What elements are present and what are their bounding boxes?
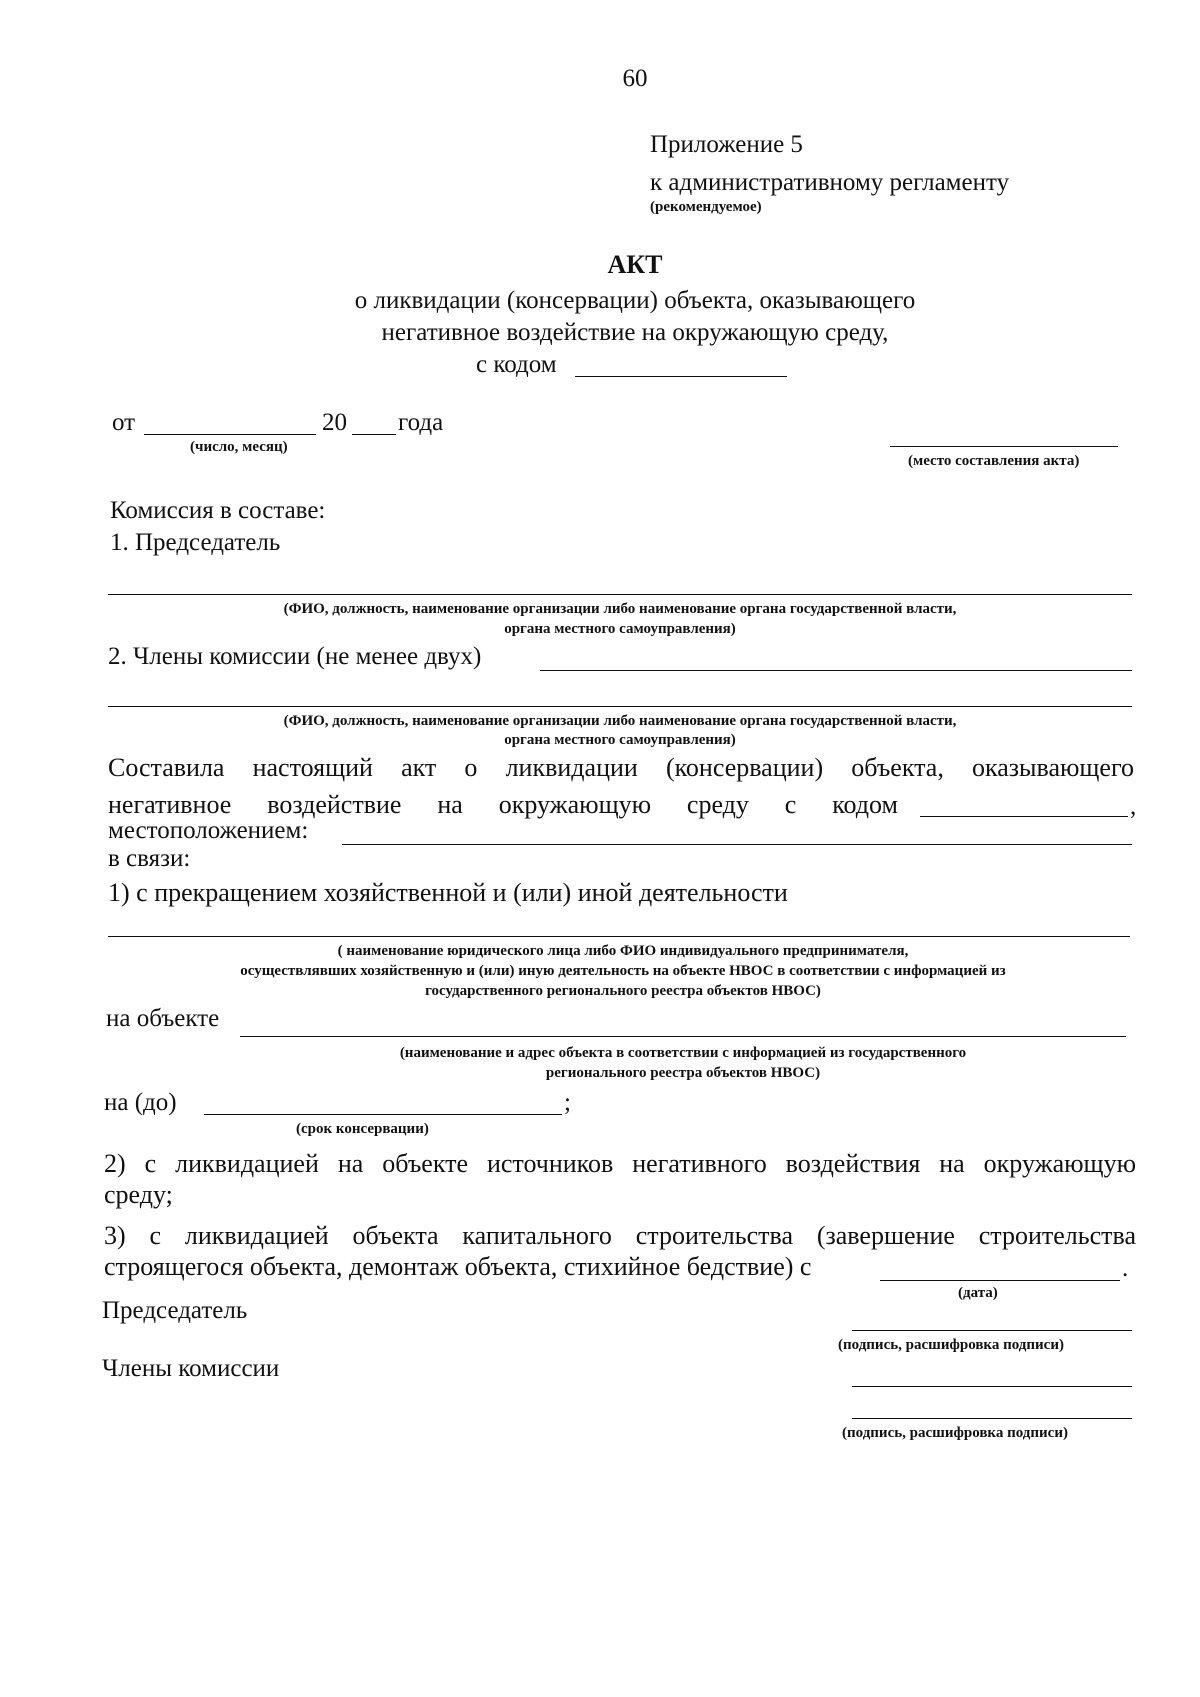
title-code-label: с кодом xyxy=(476,351,557,378)
location-blank-line xyxy=(342,844,1132,845)
signature-chairman-label: Председатель xyxy=(102,1297,248,1324)
signature-member-line-1 xyxy=(852,1386,1132,1387)
item-1-blank-line xyxy=(108,936,1130,937)
item-1-hint-3: государственного регионального реестра объектов НВОС) xyxy=(425,983,821,999)
commission-heading: Комиссия в составе: xyxy=(110,497,326,524)
body-code-blank-line xyxy=(920,816,1128,817)
body-code-comma: , xyxy=(1130,793,1137,820)
signature-chairman-line xyxy=(852,1330,1132,1331)
chairman-hint-1: (ФИО, должность, наименование организации либо наименование органа государственной власти, xyxy=(283,601,957,617)
title-line-2: негативное воздействие на окружающую среду, xyxy=(381,319,889,346)
place-blank-line xyxy=(890,446,1118,447)
year-prefix: 20 xyxy=(322,409,347,436)
appendix-regulation: к административному регламенту xyxy=(650,169,1010,196)
until-semicolon: ; xyxy=(564,1089,571,1116)
signature-hint-1: (подпись, расшифровка подписи) xyxy=(838,1337,1064,1353)
year-suffix: года xyxy=(398,409,444,436)
item-1-hint-2: осуществлявших хозяйственную и (или) иную деятельность на объекте НВОС в соответствии с информацией из xyxy=(240,963,1006,979)
until-hint: (срок консервации) xyxy=(296,1121,429,1137)
year-blank-line xyxy=(352,434,396,435)
members-blank-line-1 xyxy=(540,670,1132,671)
object-blank-line xyxy=(240,1036,1126,1037)
on-object-label: на объекте xyxy=(106,1005,220,1032)
chairman-label: 1. Председатель xyxy=(110,529,281,556)
item-3-dot: . xyxy=(1122,1255,1129,1282)
place-hint: (место составления акта) xyxy=(908,453,1080,469)
signature-member-line-2 xyxy=(852,1418,1132,1419)
object-hint-1: (наименование и адрес объекта в соответствии с информацией из государственного xyxy=(399,1045,967,1061)
chairman-blank-line xyxy=(108,594,1132,595)
date-from-label: от xyxy=(112,409,136,436)
title-line-1: о ликвидации (консервации) объекта, оказывающего xyxy=(354,287,916,314)
item-3-line-1: 3) с ликвидацией объекта капитального строительства (завершение строительства xyxy=(104,1221,1136,1250)
appendix-title: Приложение 5 xyxy=(650,131,803,158)
document-title: АКТ xyxy=(607,250,663,279)
date-blank-line xyxy=(144,434,316,435)
item-2-line-2: среду; xyxy=(104,1180,173,1209)
signature-members-label: Члены комиссии xyxy=(102,1355,280,1382)
signature-hint-2: (подпись, расшифровка подписи) xyxy=(842,1425,1068,1441)
due-to-label: в связи: xyxy=(108,845,191,872)
item-3-date-blank-line xyxy=(880,1280,1120,1281)
date-hint: (число, месяц) xyxy=(190,439,288,455)
code-blank-line xyxy=(575,376,787,377)
chairman-hint-2: органа местного самоуправления) xyxy=(504,621,736,637)
item-3-line-2: строящегося объекта, демонтаж объекта, стихийное бедствие) с xyxy=(104,1252,812,1281)
item-3-date-hint: (дата) xyxy=(958,1285,998,1301)
body-paragraph-line-1: Составила настоящий акт о ликвидации (консервации) объекта, оказывающего xyxy=(108,753,1134,782)
members-label: 2. Члены комиссии (не менее двух) xyxy=(108,643,482,670)
page-number: 60 xyxy=(622,65,648,92)
object-hint-2: регионального реестра объектов НВОС) xyxy=(545,1065,821,1081)
location-label: местоположением: xyxy=(108,817,309,844)
item-1-hint-1: ( наименование юридического лица либо ФИО индивидуального предпринимателя, xyxy=(337,943,909,959)
item-1-text: 1) с прекращением хозяйственной и (или) иной деятельности xyxy=(108,878,788,907)
members-hint-1: (ФИО, должность, наименование организации либо наименование органа государственной власти, xyxy=(283,713,957,729)
appendix-recommended: (рекомендуемое) xyxy=(650,199,762,215)
members-hint-2: органа местного самоуправления) xyxy=(504,732,736,748)
item-2-line-1: 2) с ликвидацией на объекте источников негативного воздействия на окружающую xyxy=(104,1149,1136,1178)
until-blank-line xyxy=(204,1114,562,1115)
until-label: на (до) xyxy=(104,1089,177,1116)
body-paragraph-line-2: негативное воздействие на окружающую среду с кодом xyxy=(108,790,898,819)
members-blank-line-2 xyxy=(108,706,1132,707)
